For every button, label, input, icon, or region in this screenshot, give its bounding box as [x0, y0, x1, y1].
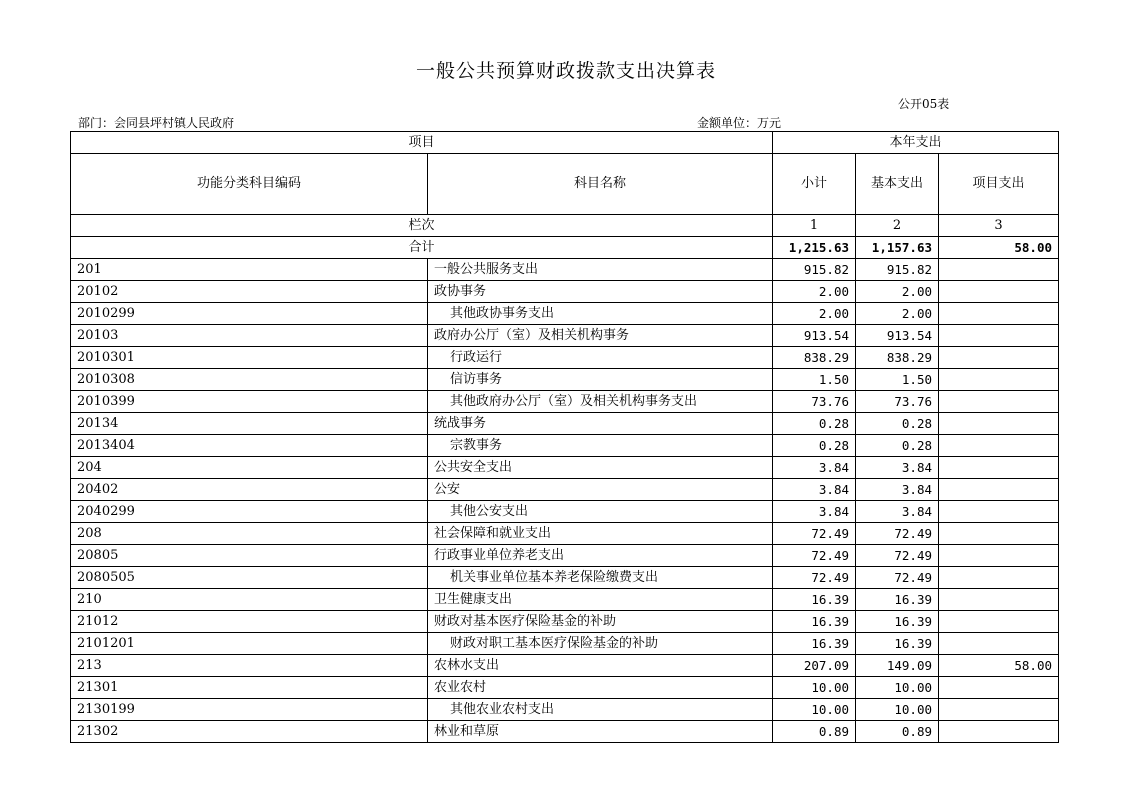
- header-project: 项目: [71, 132, 773, 154]
- total-basic: 1,157.63: [856, 237, 939, 259]
- row-basic: 2.00: [856, 303, 939, 325]
- row-code: 20402: [71, 479, 428, 501]
- total-subtotal: 1,215.63: [773, 237, 856, 259]
- row-item: [939, 589, 1059, 611]
- table-row: [71, 303, 1059, 325]
- row-subtotal: 16.39: [773, 611, 856, 633]
- row-subtotal: 2.00: [773, 303, 856, 325]
- row-basic: 10.00: [856, 699, 939, 721]
- row-item: [939, 325, 1059, 347]
- row-name: 农业农村: [428, 677, 773, 699]
- row-item: [939, 567, 1059, 589]
- row-code: 21302: [71, 721, 428, 743]
- row-basic: 16.39: [856, 589, 939, 611]
- table-row: [71, 655, 1059, 677]
- row-name: 林业和草原: [428, 721, 773, 743]
- row-item: [939, 435, 1059, 457]
- row-item: [939, 721, 1059, 743]
- row-basic: 72.49: [856, 567, 939, 589]
- row-basic: 0.89: [856, 721, 939, 743]
- row-code: 2013404: [71, 435, 428, 457]
- row-item: [939, 457, 1059, 479]
- table-row: [71, 611, 1059, 633]
- seq-2: 2: [856, 215, 939, 237]
- row-name: 行政运行: [428, 347, 773, 369]
- row-name: 社会保障和就业支出: [428, 523, 773, 545]
- table-row: [71, 545, 1059, 567]
- row-basic: 3.84: [856, 501, 939, 523]
- row-name: 机关事业单位基本养老保险缴费支出: [428, 567, 773, 589]
- row-basic: 0.28: [856, 413, 939, 435]
- seq-label: 栏次: [71, 215, 773, 237]
- row-code: 2130199: [71, 699, 428, 721]
- row-subtotal: 207.09: [773, 655, 856, 677]
- row-name: 其他政府办公厅（室）及相关机构事务支出: [428, 391, 773, 413]
- table-row: [71, 347, 1059, 369]
- total-row: [71, 237, 1059, 259]
- row-basic: 915.82: [856, 259, 939, 281]
- row-code: 21012: [71, 611, 428, 633]
- row-basic: 3.84: [856, 457, 939, 479]
- row-subtotal: 72.49: [773, 545, 856, 567]
- table-row: [71, 501, 1059, 523]
- row-item: [939, 501, 1059, 523]
- row-name: 财政对基本医疗保险基金的补助: [428, 611, 773, 633]
- row-subtotal: 10.00: [773, 699, 856, 721]
- row-name: 公安: [428, 479, 773, 501]
- table-row: [71, 523, 1059, 545]
- row-basic: 72.49: [856, 523, 939, 545]
- row-subtotal: 73.76: [773, 391, 856, 413]
- header-row-2: [71, 154, 1059, 215]
- seq-row: [71, 215, 1059, 237]
- seq-3: 3: [939, 215, 1059, 237]
- row-subtotal: 3.84: [773, 479, 856, 501]
- row-item: [939, 545, 1059, 567]
- row-item: [939, 699, 1059, 721]
- row-code: 2010399: [71, 391, 428, 413]
- row-name: 政府办公厅（室）及相关机构事务: [428, 325, 773, 347]
- row-code: 2010299: [71, 303, 428, 325]
- row-code: 20103: [71, 325, 428, 347]
- table-row: [71, 435, 1059, 457]
- row-name: 行政事业单位养老支出: [428, 545, 773, 567]
- row-name: 信访事务: [428, 369, 773, 391]
- total-label: 合计: [71, 237, 773, 259]
- table-row: [71, 721, 1059, 743]
- page-title: 一般公共预算财政拨款支出决算表: [415, 60, 716, 82]
- header-code: 功能分类科目编码: [71, 154, 428, 215]
- row-basic: 149.09: [856, 655, 939, 677]
- row-item: [939, 281, 1059, 303]
- table-row: [71, 369, 1059, 391]
- row-code: 20102: [71, 281, 428, 303]
- row-basic: 72.49: [856, 545, 939, 567]
- department-label: 部门：会同县坪村镇人民政府: [78, 116, 235, 130]
- table-row: [71, 391, 1059, 413]
- row-subtotal: 915.82: [773, 259, 856, 281]
- row-item: [939, 479, 1059, 501]
- row-name: 其他公安支出: [428, 501, 773, 523]
- row-code: 2080505: [71, 567, 428, 589]
- row-item: [939, 259, 1059, 281]
- table-row: [71, 413, 1059, 435]
- row-subtotal: 16.39: [773, 589, 856, 611]
- header-name: 科目名称: [428, 154, 773, 215]
- row-subtotal: 1.50: [773, 369, 856, 391]
- table-row: [71, 259, 1059, 281]
- header-subtotal: 小计: [773, 154, 856, 215]
- form-number: 公开05表: [898, 97, 950, 111]
- row-subtotal: 913.54: [773, 325, 856, 347]
- header-current-year: 本年支出: [773, 132, 1059, 154]
- row-code: 201: [71, 259, 428, 281]
- row-subtotal: 0.28: [773, 435, 856, 457]
- table-row: [71, 699, 1059, 721]
- row-basic: 16.39: [856, 633, 939, 655]
- row-item: [939, 391, 1059, 413]
- row-name: 宗教事务: [428, 435, 773, 457]
- row-code: 213: [71, 655, 428, 677]
- table-row: [71, 633, 1059, 655]
- row-name: 统战事务: [428, 413, 773, 435]
- header-basic: 基本支出: [856, 154, 939, 215]
- row-code: 208: [71, 523, 428, 545]
- table-row: [71, 457, 1059, 479]
- row-basic: 1.50: [856, 369, 939, 391]
- row-basic: 73.76: [856, 391, 939, 413]
- row-basic: 3.84: [856, 479, 939, 501]
- row-name: 公共安全支出: [428, 457, 773, 479]
- row-item: [939, 347, 1059, 369]
- row-code: 2010308: [71, 369, 428, 391]
- row-item: [939, 611, 1059, 633]
- row-subtotal: 3.84: [773, 457, 856, 479]
- row-subtotal: 3.84: [773, 501, 856, 523]
- row-subtotal: 838.29: [773, 347, 856, 369]
- row-item: [939, 413, 1059, 435]
- row-item: [939, 633, 1059, 655]
- row-code: 20134: [71, 413, 428, 435]
- expenditure-table: [70, 131, 1059, 743]
- row-basic: 0.28: [856, 435, 939, 457]
- row-subtotal: 10.00: [773, 677, 856, 699]
- table-row: [71, 281, 1059, 303]
- row-name: 农林水支出: [428, 655, 773, 677]
- row-code: 2010301: [71, 347, 428, 369]
- table-row: [71, 567, 1059, 589]
- row-code: 210: [71, 589, 428, 611]
- row-subtotal: 72.49: [773, 567, 856, 589]
- table-row: [71, 589, 1059, 611]
- table-row: [71, 479, 1059, 501]
- row-name: 一般公共服务支出: [428, 259, 773, 281]
- row-name: 其他政协事务支出: [428, 303, 773, 325]
- row-basic: 838.29: [856, 347, 939, 369]
- row-basic: 16.39: [856, 611, 939, 633]
- row-basic: 2.00: [856, 281, 939, 303]
- row-subtotal: 16.39: [773, 633, 856, 655]
- total-item: 58.00: [939, 237, 1059, 259]
- table-row: [71, 677, 1059, 699]
- header-item: 项目支出: [939, 154, 1059, 215]
- seq-1: 1: [773, 215, 856, 237]
- row-code: 204: [71, 457, 428, 479]
- row-code: 20805: [71, 545, 428, 567]
- row-subtotal: 0.28: [773, 413, 856, 435]
- row-code: 21301: [71, 677, 428, 699]
- row-code: 2101201: [71, 633, 428, 655]
- row-code: 2040299: [71, 501, 428, 523]
- row-name: 其他农业农村支出: [428, 699, 773, 721]
- table-row: [71, 325, 1059, 347]
- row-item: [939, 369, 1059, 391]
- header-row-1: [71, 132, 1059, 154]
- row-basic: 913.54: [856, 325, 939, 347]
- row-item: [939, 303, 1059, 325]
- row-name: 卫生健康支出: [428, 589, 773, 611]
- row-basic: 10.00: [856, 677, 939, 699]
- row-subtotal: 72.49: [773, 523, 856, 545]
- row-item: [939, 677, 1059, 699]
- row-item: [939, 523, 1059, 545]
- amount-unit-label: 金额单位：万元: [697, 116, 782, 130]
- row-subtotal: 2.00: [773, 281, 856, 303]
- row-subtotal: 0.89: [773, 721, 856, 743]
- row-item: 58.00: [939, 655, 1059, 677]
- row-name: 政协事务: [428, 281, 773, 303]
- row-name: 财政对职工基本医疗保险基金的补助: [428, 633, 773, 655]
